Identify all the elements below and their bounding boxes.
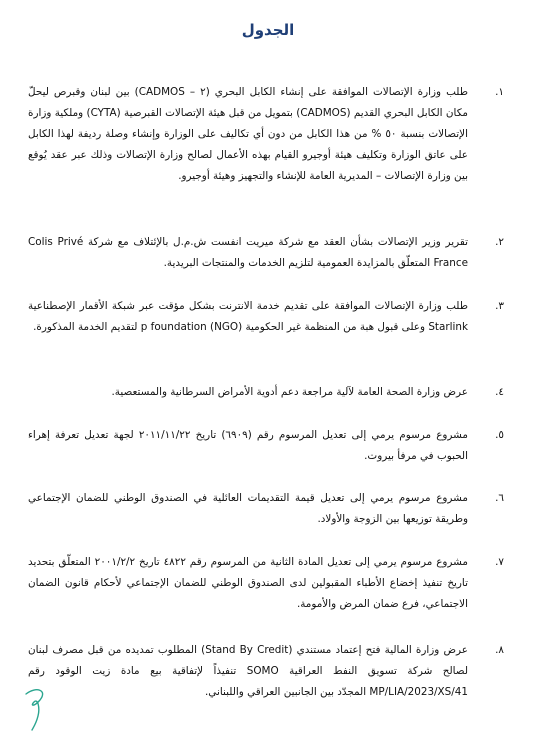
item-6-text: مشروع مرسوم يرمي إلى تعديل قيمة التقديمات العائلية في الصندوق الوطني للضمان الإجتماعي وطريقة توزيعها بين الزوجة والأولاد. xyxy=(28,492,468,525)
item-1-text: طلب وزارة الإتصالات الموافقة على إنشاء الكابل البحري (٢ – CADMOS) بين لبنان وقبرص ليحلّ مكان الكابل البحري القديم (CADMOS) بتمويل من قبل هيئة الإتصالات القبرصية (CYTA) وملكية وزارة الإتصالات بنسبة ٥٠ % من هذا الكابل من دون أي تكاليف على الوزارة وإنشاء وصلة رديفة لهذا الكابل على عاتق الوزارة وتكليف هيئة أوجيرو القيام بهذه الأعمال لصالح وزارة الإتصالات وذلك عبر عقد يُوقع بين وزارة الإتصالات – المديرية العامة للإنشاء والتجهيز وهيئة أوجيرو. xyxy=(28,86,468,182)
signature-mark xyxy=(18,682,54,732)
item-2-text: تقرير وزير الإتصالات بشأن العقد مع شركة ميريت انفست ش.م.ل بالإئتلاف مع شركة Colis Privé France المتعلّق بالمزايدة العمومية لتلزيم الخدمات والمنتجات البريدية. xyxy=(28,236,468,269)
item-4-text: عرض وزارة الصحة العامة لآلية مراجعة دعم أدوية الأمراض السرطانية والمستعصية. xyxy=(111,386,468,398)
item-7-number: ٧. xyxy=(495,556,504,568)
item-5-text: مشروع مرسوم يرمي إلى تعديل المرسوم رقم (٦٩٠٩) تاريخ ٢٠١١/١١/٢٢ لجهة تعديل تعرفة إهراء الحبوب في مرفأ بيروت. xyxy=(28,429,468,462)
item-8-text: عرض وزارة المالية فتح إعتماد مستندي (Stand By Credit) المطلوب تمديده من قبل مصرف لبنان لصالح شركة تسويق النفط العراقية SOMO تنفيذاً لإتفاقية بيع مادة زيت الوقود رقم MP/LIA/2023/XS/41 المجدّد بين الجانبين العراقي واللبناني. xyxy=(28,644,468,698)
item-2-number: ٢. xyxy=(495,236,504,248)
document-title: الجدول xyxy=(241,21,295,39)
item-3-number: ٣. xyxy=(495,300,504,312)
item-4-number: ٤. xyxy=(495,386,504,398)
item-1-number: ١. xyxy=(495,86,504,98)
item-8-number: ٨. xyxy=(495,644,504,656)
item-3-text: طلب وزارة الإتصالات الموافقة على تقديم خدمة الانترنت بشكل مؤقت عبر شبكة الأقمار الإصطناعية Starlink وعلى قبول هبة من المنظمة غير الحكومية p foundation (NGO) لتقديم الخدمة المذكورة. xyxy=(28,300,468,333)
item-5-number: ٥. xyxy=(495,429,504,441)
item-7-text: مشروع مرسوم يرمي إلى تعديل المادة الثانية من المرسوم رقم ٤٨٢٢ تاريخ ٢٠٠١/٢/٢ المتعلّق بتحديد تاريخ تنفيذ إخضاع الأطباء المقبولين لدى الصندوق الوطني للضمان الإجتماعي لأحكام قانون الضمان الاجتماعي، فرع ضمان المرض والأمومة. xyxy=(28,556,468,610)
item-6-number: ٦. xyxy=(495,492,504,504)
